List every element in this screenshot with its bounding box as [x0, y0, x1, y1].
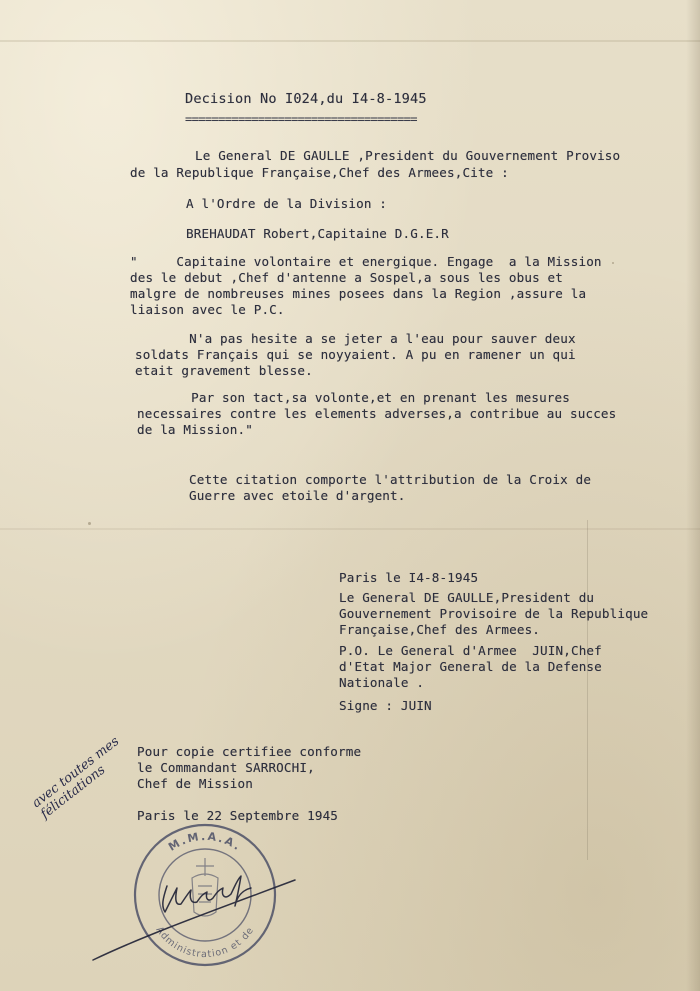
citation-p2-line: N'a pas hesite a se jeter a l'eau pour sauver deux [135, 331, 576, 346]
sign-place-date: Paris le I4-8-1945 [339, 570, 479, 585]
decision-title: Decision No I024,du I4-8-1945 [185, 91, 427, 107]
recipient-line: BREHAUDAT Robert,Capitaine D.G.E.R [186, 226, 449, 241]
stamp-bottom-text: Administration et de [153, 924, 257, 961]
citation-p1-line: liaison avec le P.C. [130, 302, 285, 317]
certification-date: Paris le 22 Septembre 1945 [137, 808, 339, 823]
sign-block-line: Le General DE GAULLE,President du [339, 590, 595, 605]
citation-p3-line: necessaires contre les elements adverses,a contribue au succes [137, 406, 617, 421]
award-line: Guerre avec etoile d'argent. [189, 488, 406, 503]
citation-p3-line: Par son tact,sa volonte,et en prenant les mesures [137, 390, 570, 405]
intro-line-1: Le General DE GAULLE ,President du Gouvernement Proviso [195, 148, 621, 163]
paper-fold [0, 40, 700, 42]
sign-block-line: Nationale . [339, 675, 425, 690]
citation-p2-line: soldats Français qui se noyyaient. A pu en ramener un qui [135, 347, 576, 362]
stamp-top-text: M.M.A.A. [166, 829, 245, 854]
award-line: Cette citation comporte l'attribution de la Croix de [189, 472, 592, 487]
order-line: A l'Ordre de la Division : [186, 196, 388, 211]
sign-block-line: Gouvernement Provisoire de la Republique [339, 606, 649, 621]
paper-speck [205, 498, 207, 500]
paper-edge [686, 0, 700, 991]
citation-p1-line: des le debut ,Chef d'antenne a Sospel,a sous les obus et [130, 270, 563, 285]
paper-fold [0, 528, 700, 530]
certification-line: Pour copie certifiee conforme [137, 744, 362, 759]
intro-line-2: de la Republique Française,Chef des Armees,Cite : [130, 165, 509, 180]
handwritten-signature [85, 840, 305, 970]
citation-p3-line: de la Mission." [137, 422, 253, 437]
handwritten-annotation: avec toutes mes félicitations [29, 733, 123, 823]
certification-line: Chef de Mission [137, 776, 253, 791]
paper-speck [88, 522, 91, 525]
signed-by: Signe : JUIN [339, 698, 432, 713]
paper-crease [587, 520, 588, 860]
sign-block-line: P.O. Le General d'Armee JUIN,Chef [339, 643, 602, 658]
certification-line: le Commandant SARROCHI, [137, 760, 315, 775]
citation-p1-line: malgre de nombreuses mines posees dans la Region ,assure la [130, 286, 587, 301]
title-underline: =================================== [185, 112, 417, 126]
sign-block-line: Française,Chef des Armees. [339, 622, 541, 637]
citation-p2-line: etait gravement blesse. [135, 363, 313, 378]
paper-speck [612, 262, 614, 264]
citation-p1-line: " Capitaine volontaire et energique. Engage a la Mission [130, 254, 602, 269]
sign-block-line: d'Etat Major General de la Defense [339, 659, 602, 674]
